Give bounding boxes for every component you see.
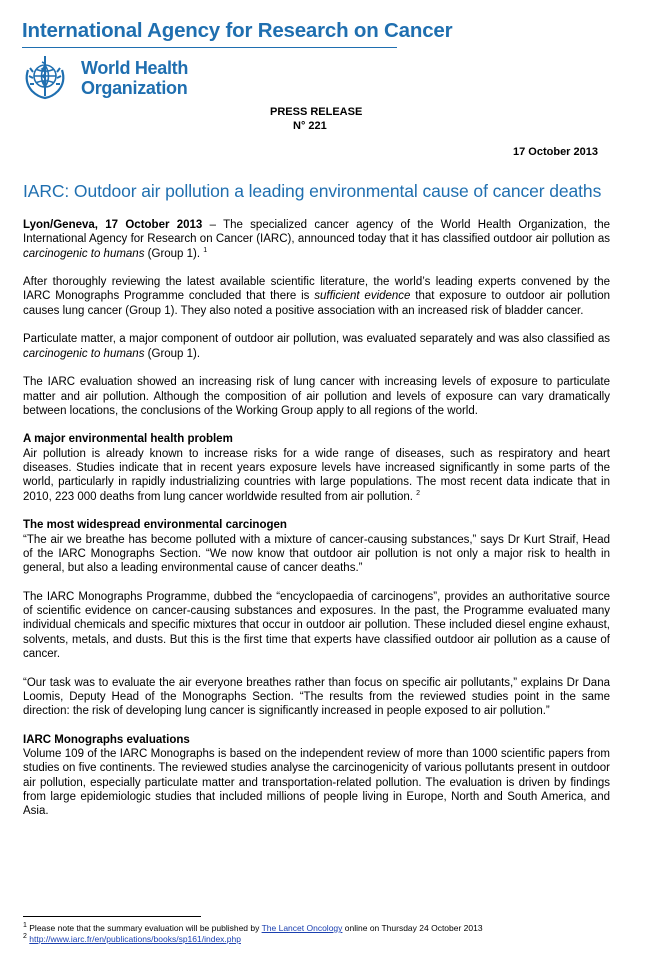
- iarc-url-link[interactable]: http://www.iarc.fr/en/publications/books/sp161/index.php: [29, 934, 241, 944]
- footnote-1: [23, 923, 483, 934]
- p2-a: After thoroughly reviewing the latest available scientific literature, the world’s leading experts convened by the IARC Monographs Programme concluded that there is: [23, 276, 610, 303]
- fn2-num: 2: [23, 933, 27, 941]
- fn1-num: 1: [23, 922, 27, 930]
- section-3-text: Volume 109 of the IARC Monographs is based on the independent review of more than 1000 scientific papers from studies on five continents. The reviewed studies analyse the carcinogenicity of various pollutants present in outdoor air pollution, especially particulate matter and transportation-related pollution. The evaluation is driven by findings from large epidemiologic studies that included millions of people living in Europe, North and South America, and Asia.: [23, 747, 610, 818]
- section-heading-3: IARC Monographs evaluations: [23, 733, 190, 746]
- agency-title: International Agency for Research on Cancer: [22, 19, 453, 42]
- section-2-p2: The IARC Monographs Programme, dubbed the “encyclopaedia of carcinogens”, provides an authoritative source of scientific evidence on cancer-causing substances and exposures. In the past, the Programme evaluated many individual chemicals and specific mixtures that occur in outdoor air pollution. These included diesel engine exhaust, solvents, metals, and dusts. But this is the first time that experts have classified outdoor air pollution as a cause of cancer.: [23, 590, 610, 660]
- p2-b: that exposure to outdoor air pollution causes lung cancer (Group 1). They also noted a positive association with an increased risk of bladder cancer.: [23, 290, 610, 317]
- paragraph-1: [23, 218, 610, 261]
- p2-em: sufficient evidence: [314, 290, 411, 303]
- article-body: [23, 218, 610, 833]
- section-2-p1: “The air we breathe has become polluted with a mixture of cancer-causing substances,” says Dr Kurt Straif, Head of the IARC Monographs Section. “We now know that outdoor air pollution is not only a major risk to health in general, but also a leading environmental cause of cancer deaths.”: [23, 533, 610, 575]
- agency-rule: [22, 47, 397, 48]
- fn1-text-b: online on Thursday 24 October 2013: [342, 923, 483, 933]
- section-heading-1: A major environmental health problem: [23, 433, 233, 446]
- footnote-rule: [23, 916, 201, 917]
- press-release-number: N° 221: [293, 120, 327, 132]
- footnotes: [23, 923, 483, 945]
- section-heading-2: The most widespread environmental carcinogen: [23, 519, 287, 532]
- p1-tail: (Group 1).: [144, 247, 204, 260]
- footnote-2: [23, 934, 483, 945]
- who-line2: Organization: [81, 78, 188, 98]
- fn1-text-a: Please note that the summary evaluation will be published by: [26, 923, 262, 933]
- paragraph-4: The IARC evaluation showed an increasing risk of lung cancer with increasing levels of exposure to particulate matter and air pollution. Although the composition of air pollution and levels of exposure can vary dramatically between locations, the conclusions of the Working Group apply to all regions of the world.: [23, 376, 610, 417]
- footnote-ref-1: 1: [203, 246, 208, 254]
- paragraph-3: [23, 332, 610, 361]
- who-emblem-icon: [22, 54, 68, 100]
- press-release-label: PRESS RELEASE: [270, 106, 363, 118]
- release-date: 17 October 2013: [513, 146, 598, 158]
- footnote-ref-2: 2: [416, 489, 421, 497]
- p1-em: carcinogenic to humans: [23, 247, 145, 260]
- paragraph-2: [23, 275, 610, 318]
- p3-b: (Group 1).: [144, 347, 201, 360]
- p3-a: Particulate matter, a major component of outdoor air pollution, was evaluated separately and was also classified as: [23, 333, 610, 346]
- p1-text: – The specialized cancer agency of the World Health Organization, the International Agency for Research on Cancer (IARC), announced today that it has classified outdoor air pollution as: [23, 219, 610, 246]
- p3-em: carcinogenic to humans: [23, 347, 145, 360]
- section-2-p3: “Our task was to evaluate the air everyone breathes rather than focus on specific air pollutants,” explains Dr Dana Loomis, Deputy Head of the Monographs Section. “The results from the reviewed studies point in the same direction: the risk of developing lung cancer is significantly increased in people exposed to air pollution.”: [23, 676, 610, 718]
- dateline: Lyon/Geneva, 17 October 2013: [23, 219, 203, 231]
- who-wordmark: [81, 58, 188, 98]
- headline: IARC: Outdoor air pollution a leading environmental cause of cancer deaths: [23, 181, 602, 201]
- lancet-oncology-link[interactable]: The Lancet Oncology: [261, 923, 343, 933]
- s1-text: Air pollution is already known to increase risks for a wide range of diseases, such as respiratory and heart diseases. Studies indicate that in recent years exposure levels have increased significantly in some parts of the world, particularly in rapidly industrializing countries with large populations. The most recent data indicate that in 2010, 223 000 deaths from lung cancer worldwide resulted from air pollution.: [23, 447, 610, 503]
- who-line1: World Health: [81, 58, 189, 78]
- press-release-block: [270, 105, 370, 133]
- section-1-text: [23, 447, 610, 504]
